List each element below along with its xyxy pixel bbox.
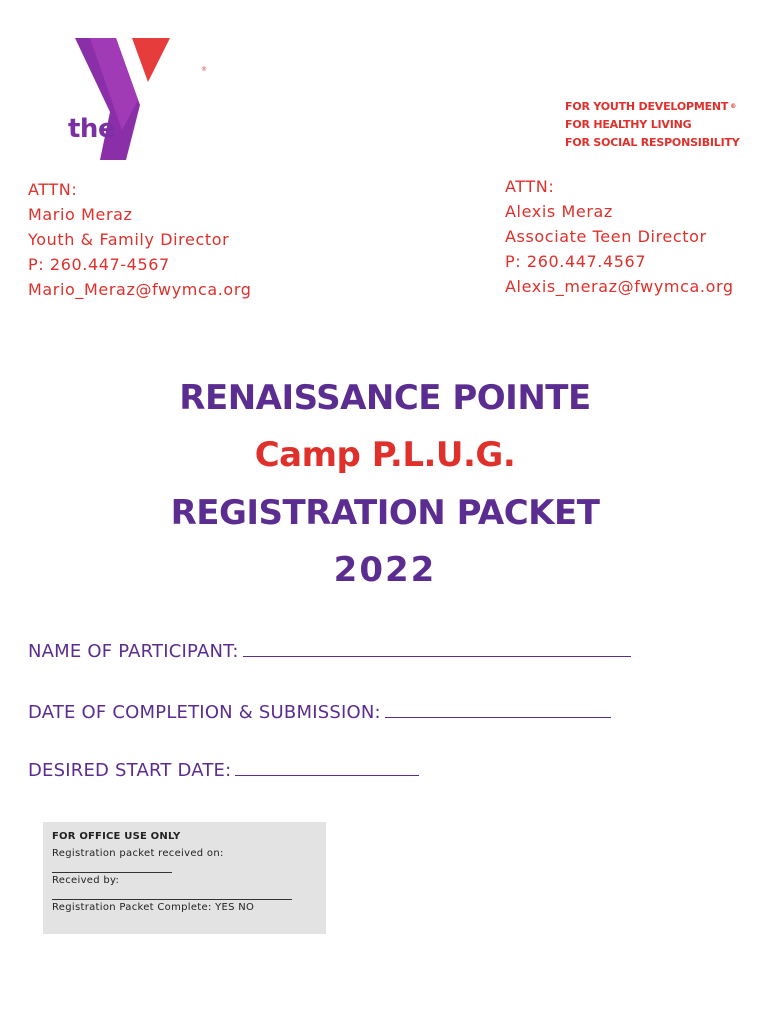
- contact-name: Mario Meraz: [28, 205, 133, 224]
- contact-email[interactable]: Mario_Meraz@fwymca.org: [28, 280, 252, 299]
- contact-attn: ATTN:: [505, 177, 555, 196]
- office-use-box: [43, 822, 326, 934]
- office-received-on-blank[interactable]: [52, 862, 317, 872]
- taglines: [565, 98, 740, 152]
- tagline-registered-mark: ®: [730, 103, 737, 110]
- logo-registered-mark: ®: [201, 66, 207, 73]
- start-date-label: DESIRED START DATE:: [28, 760, 232, 781]
- office-received-on: Registration packet received on:: [52, 848, 224, 859]
- ymca-logo: [30, 30, 207, 160]
- title-location: RENAISSANCE POINTE: [179, 378, 591, 418]
- office-received-by: Received by:: [52, 875, 120, 886]
- tagline-1: FOR YOUTH DEVELOPMENT ®: [565, 100, 737, 113]
- contact-attn: ATTN:: [28, 180, 78, 199]
- completion-date-label: DATE OF COMPLETION & SUBMISSION:: [28, 702, 381, 723]
- contact-role: Youth & Family Director: [28, 230, 230, 249]
- title-program: Camp P.L.U.G.: [254, 435, 516, 475]
- contact-phone: P: 260.447.4567: [505, 252, 647, 271]
- office-complete: Registration Packet Complete: YES NO: [52, 902, 255, 913]
- contact-right: [505, 174, 734, 299]
- logo-subtext: YMCA: [143, 133, 168, 160]
- office-heading: FOR OFFICE USE ONLY: [52, 831, 181, 842]
- contact-role: Associate Teen Director: [505, 227, 707, 246]
- completion-date-field[interactable]: [28, 701, 611, 723]
- contact-name: Alexis Meraz: [505, 202, 613, 221]
- title-packet: REGISTRATION PACKET: [170, 493, 600, 533]
- participant-name-field[interactable]: [28, 640, 631, 662]
- participant-name-label: NAME OF PARTICIPANT:: [28, 641, 239, 662]
- start-date-blank[interactable]: [235, 759, 419, 776]
- contact-phone: P: 260.447-4567: [28, 255, 170, 274]
- contact-left: [28, 177, 251, 302]
- tagline-3: FOR SOCIAL RESPONSIBILITY: [565, 136, 740, 149]
- participant-name-blank[interactable]: [243, 640, 631, 657]
- logo-text: the: [68, 114, 116, 144]
- title-year: 2022: [333, 550, 437, 590]
- office-received-by-blank[interactable]: [52, 889, 317, 899]
- document-title: [0, 372, 770, 600]
- contact-email[interactable]: Alexis_meraz@fwymca.org: [505, 277, 734, 296]
- tagline-2: FOR HEALTHY LIVING: [565, 118, 692, 131]
- completion-date-blank[interactable]: [385, 701, 611, 718]
- start-date-field[interactable]: [28, 759, 419, 781]
